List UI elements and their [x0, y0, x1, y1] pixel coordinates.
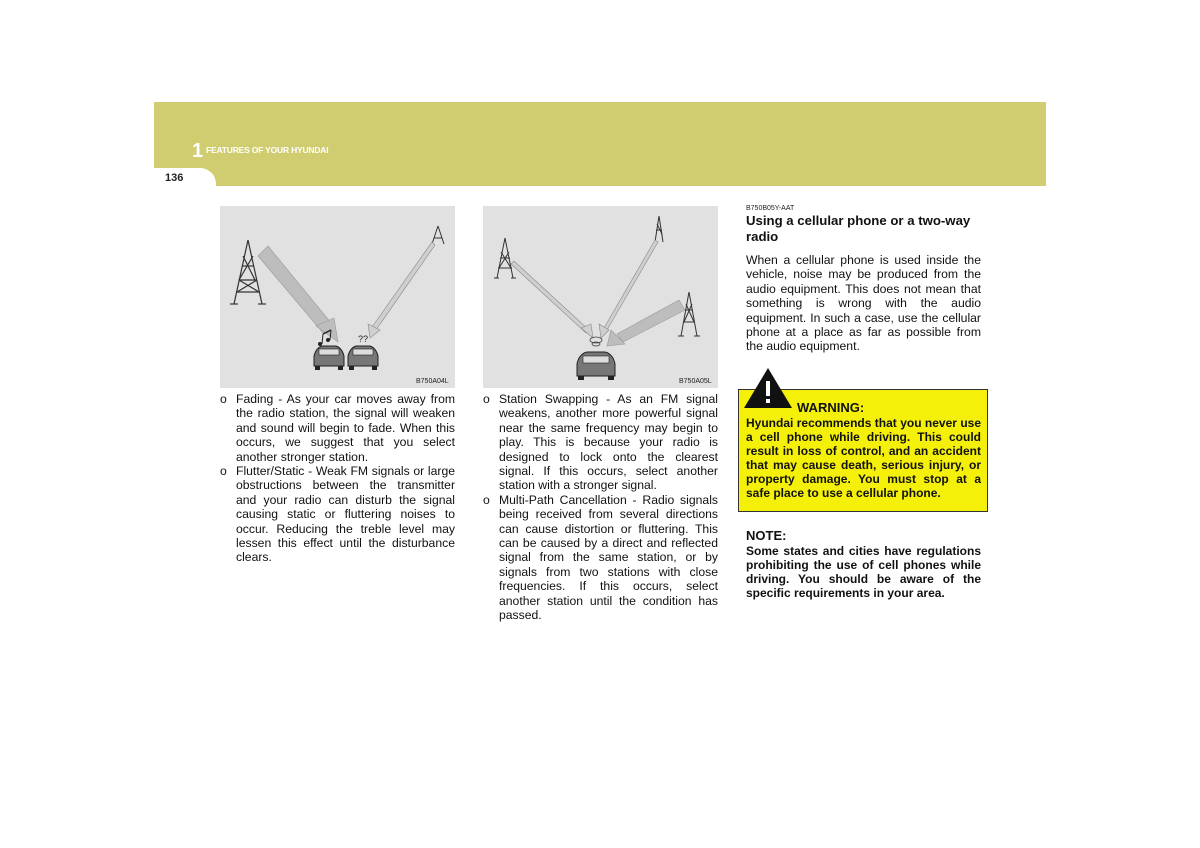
question-marks: ??	[358, 334, 369, 344]
left-column	[220, 392, 455, 565]
bullet-text: Station Swapping - As an FM signal weakens, another more powerful signal near the same frequency may begin to play. This is because your radio is designed to lock onto the clearest signal. If this occurs, select another station with a stronger signal.	[499, 392, 718, 493]
section-heading: Using a cellular phone or a two-way radio	[746, 213, 971, 244]
bullet-marker: o	[483, 492, 490, 507]
section-code: B750B05Y-AAT	[746, 205, 795, 212]
bullet-text: Multi-Path Cancellation - Radio signals being received from several directions can cause distortion or fluttering. This can be caused by a direct and reflected signal from the same station, or by signals from two stations with close frequencies. If this occurs, select another station until the condition has passed.	[499, 492, 718, 623]
radio-tower-icon	[655, 216, 663, 242]
fading-illustration	[220, 206, 455, 388]
warning-title: WARNING:	[797, 400, 865, 415]
warning-triangle-icon	[744, 368, 792, 408]
page-number-tab	[154, 168, 216, 186]
middle-column	[483, 392, 718, 623]
warning-text: Hyundai recommends that you never use a cell phone while driving. This could result in loss of control, and an accident that may cause death, serious injury, or property damage. You must stop at a safe place to use a cellular phone.	[746, 416, 981, 500]
list-item	[483, 493, 718, 623]
radio-tower-icon	[432, 226, 444, 244]
bullet-marker: o	[220, 464, 227, 479]
bullet-marker: o	[220, 392, 227, 406]
radio-tower-icon	[678, 292, 700, 336]
radio-tower-icon	[230, 240, 266, 304]
note-text: Some states and cities have regulations prohibiting the use of cell phones while driving. You should be aware of the specific requirements in your area.	[746, 544, 981, 600]
figure-code: B750A04L	[416, 378, 449, 385]
station-swapping-illustration	[483, 206, 718, 388]
list-item	[483, 392, 718, 493]
bullet-text: Fading - As your car moves away from the radio station, the signal will weaken and sound will begin to fade. When this occurs, we suggest that you select another stronger station.	[236, 392, 455, 464]
chapter-title: FEATURES OF YOUR HYUNDAI	[206, 145, 329, 155]
chapter-number: 1	[192, 140, 204, 162]
car-icon	[348, 346, 378, 370]
signal-swirl-icon	[590, 337, 602, 346]
page-number: 136	[165, 172, 184, 184]
car-icon	[314, 346, 344, 370]
chapter-header-band	[154, 102, 1046, 186]
section-body: When a cellular phone is used inside the vehicle, noise may be produced from the audio equipment. This does not mean that something is wrong with the audio equipment. In such a case, use the cellular phone at a place as far as possible from the audio equipment.	[746, 253, 981, 354]
list-item	[220, 392, 455, 464]
bullet-text: Flutter/Static - Weak FM signals or large obstructions between the transmitter and your radio can disturb the signal causing static or fluttering noises to occur. Reducing the treble level may lessen this effect until the disturbance clears.	[236, 464, 455, 565]
car-icon	[577, 352, 615, 380]
figure-code: B750A05L	[679, 378, 712, 385]
radio-tower-icon	[494, 238, 516, 278]
list-item	[220, 464, 455, 565]
note-title: NOTE:	[746, 528, 787, 543]
bullet-marker: o	[483, 392, 490, 406]
